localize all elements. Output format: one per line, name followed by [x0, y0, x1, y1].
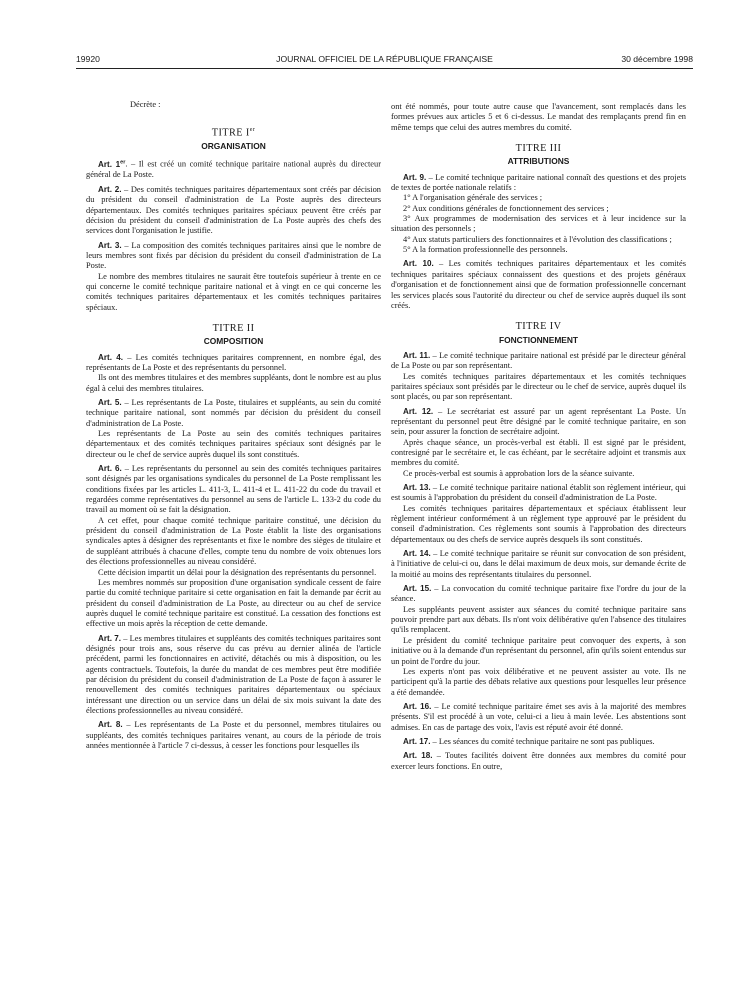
article-8: Art. 8. – Les représentants de La Poste et du personnel, membres titulaires ou suppléants, des comités techniques paritaires venant, au cours de la période de trois années mentionnée à l'article 7 ci-dessus, à cesser les fonctions pour lesquelles ils — [86, 720, 381, 751]
article-6-paragraph-2: A cet effet, pour chaque comité technique paritaire constitué, une décision du président du conseil d'administration de La Poste établit la liste des organisations syndicales aptes à désigner des représentants et fixe le nombre des sièges de titulaire et de suppléant attribués à chacune d'elles, compte tenu du nombre de voix obtenues lors des élections professionnelles au niveau considéré. — [86, 515, 381, 567]
article-3-paragraph: Le nombre des membres titulaires ne saurait être toutefois supérieur à trente en ce qui concerne le comité technique paritaire national et à vingt en ce qui concerne les comités techniques paritaires départementaux et les comités techniques paritaires spéciaux. — [86, 271, 381, 312]
article-11-paragraph: Les comités techniques paritaires départementaux et les comités techniques paritaires spéciaux sont présidés par le directeur ou le chef de service, auprès duquel ils sont placés, ou par son représentant. — [391, 371, 686, 402]
article-7: Art. 7. – Les membres titulaires et suppléants des comités techniques paritaires sont désignés pour trois ans, sous réserve du cas prévu au dernier alinéa de l'article précédent, parmi les fonctionnaires en activité, détachés ou mis à disposition, ou les agents contractuels. Toutefois, la durée du mandat de ces membres peut être modifiée par décision du président du conseil d'administration de La Poste de façon à assurer le renouvellement des comités techniques paritaires départementaux ou spéciaux intéressant une direction ou un service dans un délai de six mois suivant la date des élections professionnelles au niveau considéré. — [86, 633, 381, 715]
article-13: Art. 13. – Le comité technique paritaire national établit son règlement intérieur, qui est soumis à l'approbation du président du conseil d'administration de La Poste. — [391, 483, 686, 503]
article-9-item-3: 3° Aux programmes de modernisation des services et à leur incidence sur la situation des personnels ; — [391, 214, 686, 234]
article-17: Art. 17. – Les séances du comité technique paritaire ne sont pas publiques. — [403, 736, 655, 746]
article-15-paragraph-4: Les experts n'ont pas voix délibérative et ne peuvent assister au vote. Ils ne participent qu'à la partie des débats relative aux questions pour lesquelles leur présence a été demandée. — [391, 666, 686, 697]
article-9-item-2: 2° Aux conditions générales de fonctionnement des services ; — [403, 203, 609, 213]
article-15-paragraph-3: Le président du comité technique paritaire peut convoquer des experts, à son initiative ou à la demande d'un représentant du personnel, afin qu'ils soient entendus sur un point de l'ordre du jour. — [391, 635, 686, 666]
article-9: Art. 9. – Le comité technique paritaire national connaît des questions et des projets de textes de portée nationale relatifs : — [391, 172, 686, 193]
article-6-paragraph-4: Les membres nommés sur proposition d'une organisation syndicale cessent de faire partie du comité technique paritaire si cette organisation en fait la demande par écrit au président du conseil d'administration de La Poste, au directeur ou au chef de service auprès duquel le comité technique paritaire est constitué. La cessation des fonctions est effective un mois après la réception de cette demande. — [86, 577, 381, 629]
article-5-paragraph: Les représentants de La Poste au sein des comités techniques paritaires départementaux et des comités techniques paritaires spéciaux sont désignés par le directeur ou le chef de service auprès duquel ils sont constitués. — [86, 429, 381, 459]
article-1: Art. 1er. – Il est créé un comité technique paritaire national auprès du directeur général de La Poste. — [86, 159, 381, 180]
article-14: Art. 14. – Le comité technique paritaire se réunit sur convocation de son président, à l'initiative de celui-ci ou, dans le délai maximum de deux mois, sur demande écrite de la moitié au moins des représentants titulaires du personnel. — [391, 549, 686, 579]
left-column — [86, 100, 381, 751]
article-5: Art. 5. – Les représentants de La Poste, titulaires et suppléants, au sein du comité technique paritaire national, sont nommés par décision du président du conseil d'administration de La Poste. — [86, 398, 381, 428]
page-header — [76, 54, 693, 68]
article-11: Art. 11. – Le comité technique paritaire national est présidé par le directeur général de La Poste ou par son représentant. — [391, 350, 686, 371]
composition-heading: COMPOSITION — [203, 336, 264, 347]
fonctionnement-heading: FONCTIONNEMENT — [498, 334, 579, 345]
article-2: Art. 2. – Des comités techniques paritaires départementaux sont créés par décision du président du conseil d'administration de La Poste auprès des directeurs départementaux. Des comités techniques paritaires spéciaux peuvent être créés par décision du président du conseil d'administration de La Poste auprès des chefs des services dont l'organisation le justifie. — [86, 184, 381, 236]
article-9-item-5: 5° A la formation professionnelle des personnels. — [403, 245, 568, 255]
article-12-paragraph-3: Ce procès-verbal est soumis à approbation lors de la séance suivante. — [403, 468, 635, 478]
titre-2-heading: TITRE II — [212, 322, 255, 334]
journal-title: JOURNAL OFFICIEL DE LA RÉPUBLIQUE FRANÇAISE — [276, 54, 493, 64]
page-number: 19920 — [76, 54, 100, 64]
attributions-heading: ATTRIBUTIONS — [507, 156, 570, 167]
article-4-paragraph: Ils ont des membres titulaires et des membres suppléants, dont le nombre est au plus égal à celui des membres titulaires. — [86, 373, 381, 393]
titre-1-heading: TITRE Ier — [211, 127, 256, 139]
article-3: Art. 3. – La composition des comités techniques paritaires ainsi que le nombre de leurs membres sont fixés par décision du président du conseil d'administration de La Poste. — [86, 240, 381, 271]
issue-date: 30 décembre 1998 — [621, 54, 693, 64]
article-12: Art. 12. – Le secrétariat est assuré par un agent représentant La Poste. Un représentant du personnel peut être désigné par le comité technique paritaire, en son sein, pour assurer la fonction de secrétaire adjoint. — [391, 406, 686, 437]
article-6: Art. 6. – Les représentants du personnel au sein des comités techniques paritaires sont désignés par les organisations syndicales du personnel de La Poste remplissant les conditions fixées par les articles L. 411-3, L. 411-4 et L. 411-22 du code du travail et regardées comme représentatives du personnel au sens de l'article L. 133-2 du code du travail au moment où se fait la désignation. — [86, 464, 381, 515]
decrete-line: Décrète : — [130, 100, 161, 109]
article-15: Art. 15. – La convocation du comité technique paritaire fixe l'ordre du jour de la séance. — [391, 584, 686, 604]
article-13-paragraph: Les comités techniques paritaires départementaux et spéciaux établissent leur règlement intérieur conformément à un règlement type approuvé par le président du conseil d'administration. Ces règlements sont soumis à l'approbation des directeurs départementaux ou des chefs de service auprès desquels ils sont constitués. — [391, 503, 686, 544]
titre-3-heading: TITRE III — [515, 143, 562, 155]
titre-4-heading: TITRE IV — [515, 321, 562, 333]
article-9-item-1: 1° A l'organisation générale des services ; — [403, 193, 543, 203]
article-18: Art. 18. – Toutes facilités doivent être données aux membres du comité pour exercer leurs fonctions. En outre, — [391, 751, 686, 771]
article-8-continuation: ont été nommés, pour toute autre cause que l'avancement, sont remplacés dans les formes prévues aux articles 5 et 6 ci-dessus. Le mandat des remplaçants prend fin en même temps que celui des autres membres du comité. — [391, 102, 686, 132]
article-4: Art. 4. – Les comités techniques paritaires comprennent, en nombre égal, des représentants de La Poste et des représentants du personnel. — [86, 352, 381, 372]
right-column — [391, 102, 686, 772]
article-6-paragraph-3: Cette décision impartit un délai pour la désignation des représentants du personnel. — [98, 567, 377, 577]
article-10: Art. 10. – Les comités techniques paritaires départementaux et les comités techniques paritaires spéciaux connaissent des questions et des projets généraux d'organisation et de fonctionnement ainsi que de formation professionnelle concernant les services placés sous l'autorité du directeur ou chef de service auprès duquel ils sont créés. — [391, 259, 686, 310]
article-15-paragraph-2: Les suppléants peuvent assister aux séances du comité technique paritaire sans pouvoir prendre part aux débats. Ils n'ont voix délibérative qu'en l'absence des titulaires qu'ils remplacent. — [391, 604, 686, 635]
article-9-item-4: 4° Aux statuts particuliers des fonctionnaires et à l'évolution des classifications ; — [403, 234, 672, 244]
organisation-heading: ORGANISATION — [201, 141, 266, 152]
article-12-paragraph-2: Après chaque séance, un procès-verbal est établi. Il est signé par le président, contresigné par le secrétaire et, le cas échéant, par le secrétaire adjoint et transmis aux membres du comité. — [391, 437, 686, 468]
article-16: Art. 16. – Le comité technique paritaire émet ses avis à la majorité des membres présents. S'il est procédé à un vote, celui-ci a lieu à main levée. Les abstentions sont admises. En cas de partage des voix, l'avis est réputé avoir été donné. — [391, 701, 686, 732]
header-rule — [76, 68, 693, 69]
